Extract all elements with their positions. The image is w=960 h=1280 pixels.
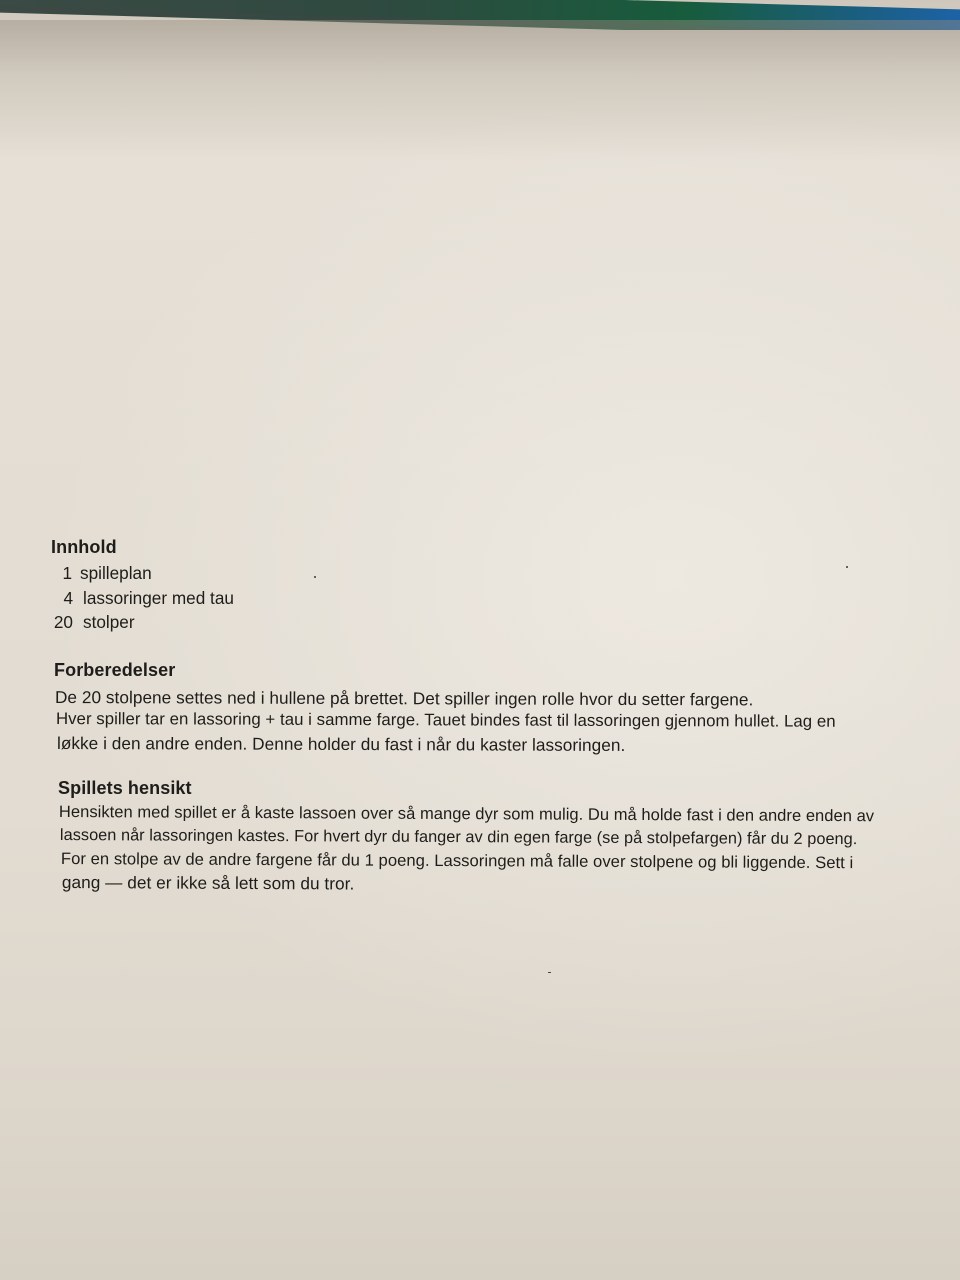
body-line: For en stolpe av de andre fargene får du 1 poeng. Lassoringen må falle over stolpene og bli liggende. Sett i <box>60 849 854 873</box>
body-line: Hensikten med spillet er å kaste lassoen over så mange dyr som mulig. Du må holde fast i den andre enden av <box>58 803 875 826</box>
inventory-qty: 4 <box>63 588 73 608</box>
inventory-qty: 1 <box>62 563 72 583</box>
body-line: lassoen når lassoringen kastes. For hvert dyr du fanger av din egen farge (se på stolpefargen) får du 2 poeng. <box>59 826 858 849</box>
section-heading-forberedelser: Forberedelser <box>54 660 176 680</box>
body-line: De 20 stolpene settes ned i hullene på brettet. Det spiller ingen rolle hvor du setter fargene. <box>54 687 754 710</box>
dust-speck <box>548 972 551 973</box>
section-heading-innhold: Innhold <box>51 537 117 557</box>
body-line: løkke i den andre enden. Denne holder du fast i når du kaster lassoringen. <box>56 733 626 755</box>
dust-speck <box>314 576 316 578</box>
inventory-qty: 20 <box>53 612 73 632</box>
body-line: gang — det er ikke så lett som du tror. <box>61 872 355 894</box>
dust-speck <box>846 566 848 568</box>
inventory-name: lassoringer med tau <box>83 588 234 608</box>
inventory-name: stolper <box>83 612 135 632</box>
section-heading-spillets-hensikt: Spillets hensikt <box>58 778 192 798</box>
body-line: Hver spiller tar en lassoring + tau i samme farge. Tauet bindes fast til lassoringen gjennom hullet. Lag en <box>55 709 836 731</box>
inventory-name: spilleplan <box>80 563 152 583</box>
